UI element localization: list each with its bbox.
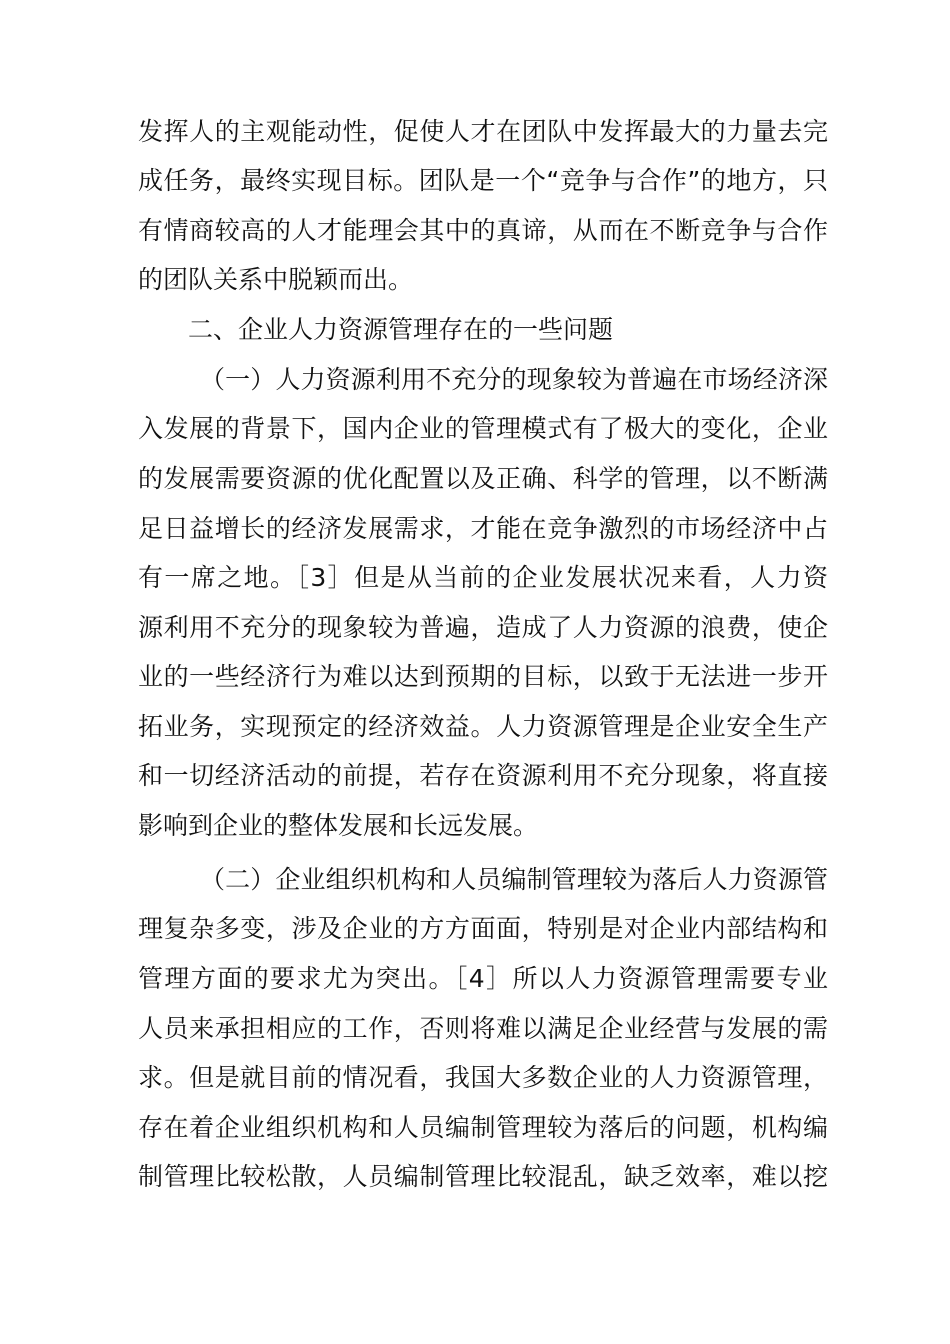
section-heading: 二、企业人力资源管理存在的一些问题 [188, 315, 614, 344]
text-line: 入发展的背景下，国内企业的管理模式有了极大的变化，企业 [138, 414, 828, 443]
text-line: 业的一些经济行为难以达到预期的目标，以致于无法进一步开 [138, 662, 828, 691]
text-line: 拓业务，实现预定的经济效益。人力资源管理是企业安全生产 [138, 712, 828, 741]
text-line: 源利用不充分的现象较为普遍，造成了人力资源的浪费，使企 [138, 613, 828, 642]
text-line: 理复杂多变，涉及企业的方方面面，特别是对企业内部结构和 [138, 914, 828, 943]
text-line: 有情商较高的人才能理会其中的真谛，从而在不断竞争与合作 [138, 216, 828, 245]
text-line: 足日益增长的经济发展需求，才能在竞争激烈的市场经济中占 [138, 514, 828, 543]
subsection-heading-1: （一）人力资源利用不充分的现象较为普遍在市场经济深 [200, 365, 828, 394]
text-line: 有一席之地。［3］但是从当前的企业发展状况来看，人力资 [138, 563, 828, 592]
text-line: 求。但是就目前的情况看，我国大多数企业的人力资源管理， [138, 1063, 828, 1092]
text-line: 存在着企业组织机构和人员编制管理较为落后的问题，机构编 [138, 1113, 828, 1142]
text-line: 的团队关系中脱颖而出。 [138, 265, 414, 294]
text-line: 影响到企业的整体发展和长远发展。 [138, 811, 539, 840]
subsection-heading-2: （二）企业组织机构和人员编制管理较为落后人力资源管 [200, 865, 828, 894]
text-line: 人员来承担相应的工作，否则将难以满足企业经营与发展的需 [138, 1014, 828, 1043]
text-line: 发挥人的主观能动性，促使人才在团队中发挥最大的力量去完 [138, 117, 828, 146]
text-line: 的发展需要资源的优化配置以及正确、科学的管理，以不断满 [138, 464, 828, 493]
text-line: 和一切经济活动的前提，若存在资源利用不充分现象，将直接 [138, 761, 828, 790]
text-line: 管理方面的要求尤为突出。［4］所以人力资源管理需要专业 [138, 964, 828, 993]
text-line: 制管理比较松散，人员编制管理比较混乱，缺乏效率，难以挖 [138, 1162, 828, 1191]
text-line: 成任务，最终实现目标。团队是一个“竞争与合作”的地方，只 [138, 166, 828, 195]
